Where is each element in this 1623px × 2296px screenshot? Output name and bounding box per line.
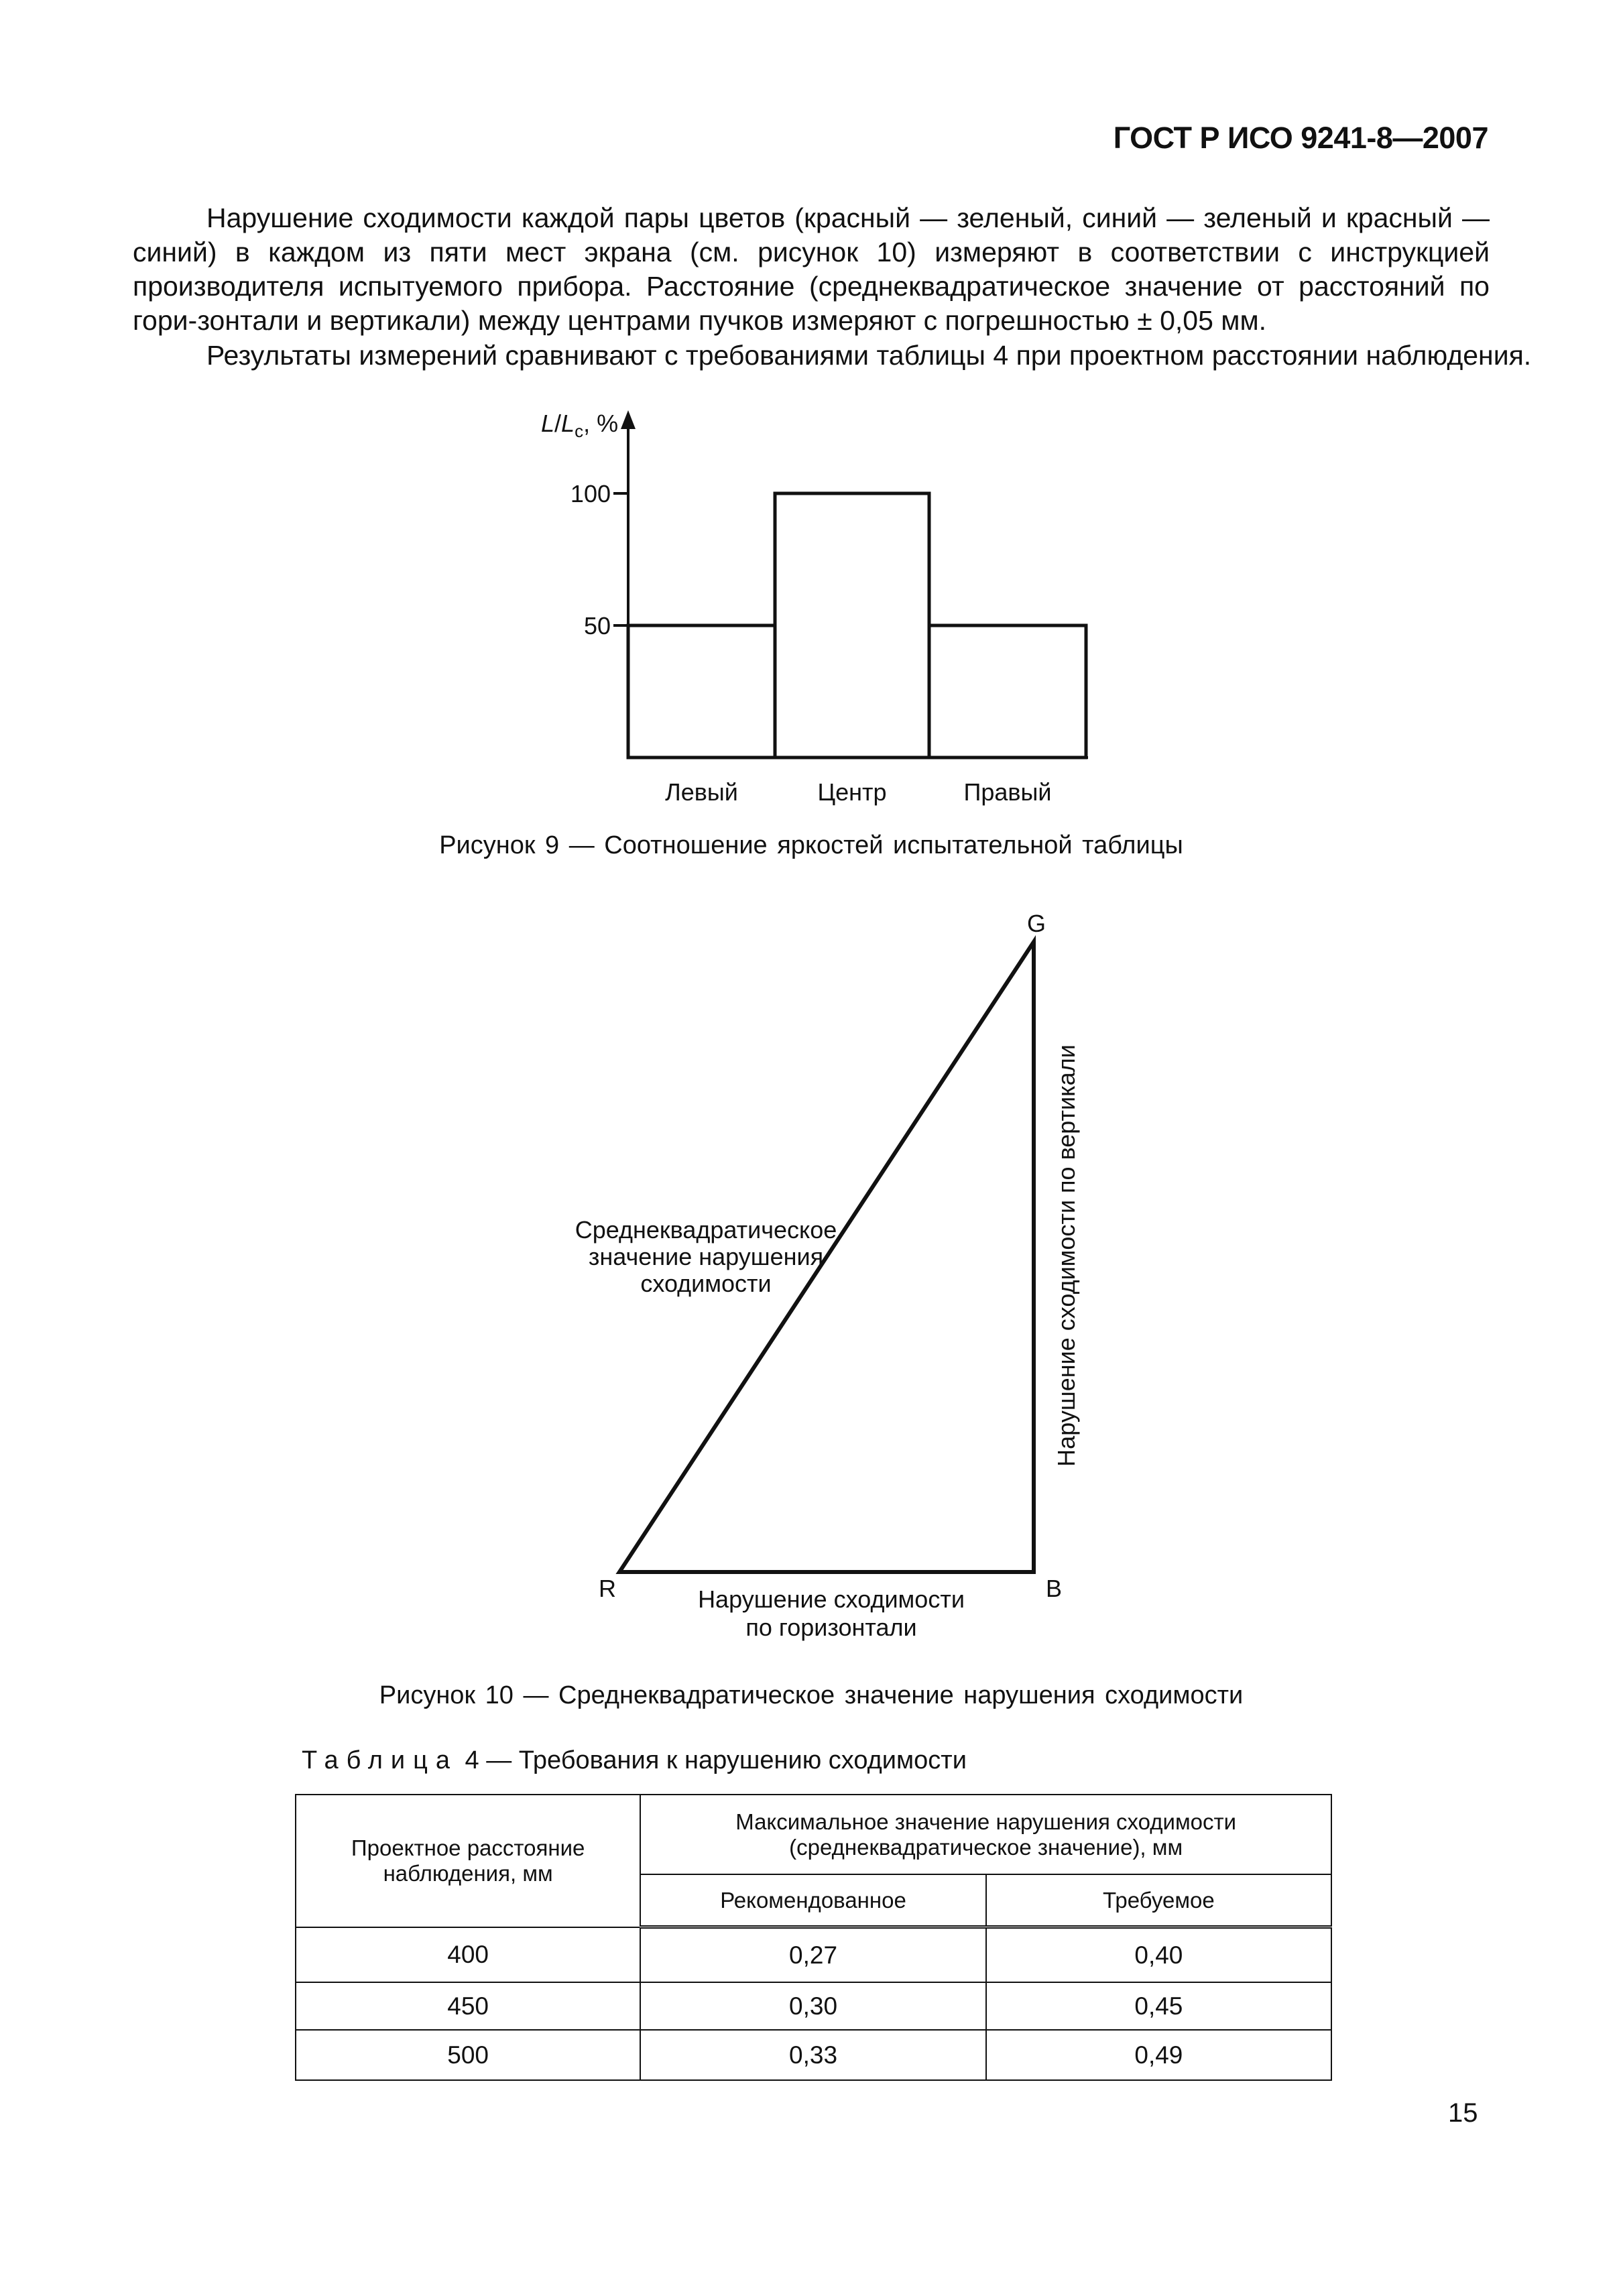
header-cell-distance [296,1795,640,1927]
header-cell-required: Требуемое [986,1874,1331,1927]
header-cell-max-value [640,1795,1331,1874]
y-axis-arrow [621,410,636,429]
category-label: Левый [665,778,738,806]
cell-recommended: 0,27 [640,1927,985,1982]
vertex-g-label: G [1026,910,1046,937]
hypotenuse-label-line-1: Среднеквадратическое [575,1216,837,1244]
figure-9-caption: Рисунок 9 — Соотношение яркостей испытательной таблицы [439,831,1183,859]
table-4-title-label: Таблица [302,1746,458,1774]
bar-3 [929,625,1086,758]
document-header: ГОСТ Р ИСО 9241-8—2007 [1113,121,1488,155]
figure-10-diagram [0,892,1623,1663]
table-row [296,1982,1331,2031]
cell-required: 0,45 [986,1982,1331,2031]
vertical-label: Нарушение сходимости по вертикали [1053,1044,1080,1467]
category-label: Центр [817,778,887,806]
cell-distance: 400 [296,1927,640,1982]
vertex-r-label: R [599,1575,616,1602]
table-4-title-text: 4 — Требования к нарушению сходимости [458,1746,967,1774]
header-distance-line-1: Проектное расстояние [351,1835,585,1860]
bar-1 [628,625,775,758]
header-distance-line-2: наблюдения, мм [383,1860,553,1886]
header-max-line-1: Максимальное значение нарушения сходимости [735,1809,1237,1834]
figure-9-chart [0,396,1623,825]
figure-10-caption: Рисунок 10 — Среднеквадратическое значение нарушения сходимости [379,1681,1244,1709]
y-tick-label: 50 [583,612,611,640]
header-cell-recommended: Рекомендованное [640,1874,985,1927]
category-label: Правый [963,778,1052,806]
y-axis-label: $L/L_c$, % [541,410,619,441]
cell-required: 0,49 [986,2030,1331,2080]
bar-2 [775,493,929,758]
vertex-b-label: B [1045,1575,1063,1602]
hypotenuse-label-line-3: сходимости [640,1270,772,1297]
header-max-line-2: (среднеквадратическое значение), мм [789,1834,1183,1860]
table-4 [295,1794,1332,2081]
cell-recommended: 0,33 [640,2030,985,2080]
horizontal-label-line-2: по горизонтали [745,1614,917,1641]
table-row [296,2030,1331,2080]
cell-required: 0,40 [986,1927,1331,1982]
cell-distance: 500 [296,2030,640,2080]
table-row [296,1927,1331,1982]
cell-distance: 450 [296,1982,640,2031]
y-tick-label: 100 [570,480,611,507]
table-4-title [302,1746,967,1775]
horizontal-label-line-1: Нарушение сходимости [698,1585,965,1613]
page-number: 15 [1448,2098,1478,2128]
body-paragraph-1: Нарушение сходимости каждой пары цветов (красный — зеленый, синий — зеленый и красный — синий) в каждом из пяти мест экрана (см. рисунок 10) измеряют в соответствии с инструкцией производителя испытуемого прибора. Расстояние (среднеквадратическое значение от расстояний по гори-зонтали и вертикали) между центрами пучков измеряют с погрешностью ± 0,05 мм. [133,202,1490,336]
cell-recommended: 0,30 [640,1982,985,2031]
body-paragraph-2: Результаты измерений сравнивают с требованиями таблицы 4 при проектном расстоянии наблюдения. [206,340,1532,371]
hypotenuse-label-line-2: значение нарушения [588,1243,824,1270]
